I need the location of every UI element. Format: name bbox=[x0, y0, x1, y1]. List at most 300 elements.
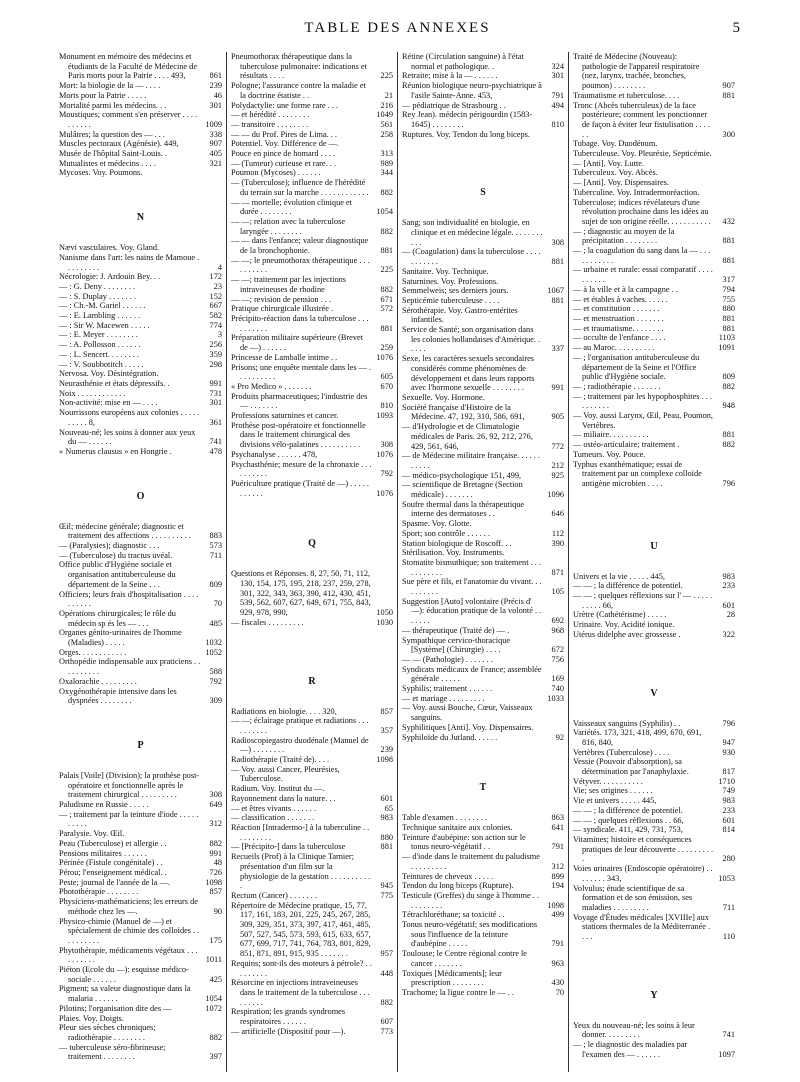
entry-page: 21 bbox=[384, 90, 393, 100]
entry-text: — —; revision de pension . . . bbox=[231, 294, 332, 304]
entry-text: — — mortelle; évolution clinique et durée . . . . . . . . bbox=[231, 197, 352, 217]
index-entry bbox=[402, 286, 564, 296]
index-entry bbox=[573, 353, 735, 382]
index-entry bbox=[573, 786, 735, 796]
entry-text: Prisons; une enquête mentale dans les — . . . . . . . . . . bbox=[231, 362, 372, 382]
entry-text: — fiscales . . . . . . . . . bbox=[231, 617, 304, 627]
entry-text: « Numerus clausus » en Hongrie . bbox=[59, 446, 172, 456]
entry-text: — : L. Sencert. . . . . . . . bbox=[59, 349, 139, 359]
entry-text: Paralysie. Voy. Œil. bbox=[59, 829, 125, 839]
index-entry bbox=[402, 910, 564, 920]
index-entry bbox=[59, 292, 222, 302]
entry-page: 225 bbox=[380, 265, 393, 275]
index-entry bbox=[573, 304, 735, 314]
entry-page: 1098 bbox=[547, 900, 564, 910]
entry-page: 749 bbox=[722, 786, 735, 796]
index-entry bbox=[231, 479, 393, 498]
index-entry bbox=[231, 110, 393, 120]
index-entry bbox=[402, 71, 564, 81]
entry-text: Technique sanitaire aux colonies. bbox=[402, 823, 513, 832]
entry-page: 983 bbox=[722, 796, 735, 806]
index-entry bbox=[59, 81, 222, 91]
entry-page: 740 bbox=[551, 684, 564, 694]
entry-page: 405 bbox=[209, 149, 222, 159]
index-entry bbox=[573, 198, 735, 227]
page-title: TABLE DES ANNEXES bbox=[304, 20, 491, 36]
entry-page: 233 bbox=[722, 581, 735, 591]
index-entry bbox=[573, 825, 735, 835]
entry-page: 775 bbox=[380, 890, 393, 900]
entry-page: 773 bbox=[380, 1026, 393, 1036]
entry-page: 23 bbox=[213, 281, 222, 291]
entry-text: Sexe, les caractères sexuels secondaires considérés comme phénomènes de développement et dans leurs rapports avec l'hormone sexuelle . . . . . . . . bbox=[402, 354, 535, 393]
entry-text: — —; relation avec la tuberculose laryngée . . . . . . . . bbox=[231, 216, 346, 236]
entry-page: 772 bbox=[551, 441, 564, 451]
entry-text: — et êtres vivants . . . . . . bbox=[231, 803, 317, 813]
entry-page: 1053 bbox=[718, 873, 735, 883]
index-columns bbox=[55, 52, 740, 1072]
entry-text: Rétine (Circulation sanguine) à l'état normal et pathologique. . bbox=[402, 52, 524, 71]
entry-page: 1072 bbox=[205, 1003, 222, 1013]
index-entry bbox=[402, 577, 564, 596]
index-entry bbox=[402, 969, 564, 988]
index-entry bbox=[231, 304, 393, 314]
entry-text: — [Précipito-] dans la tuberculose bbox=[231, 842, 346, 852]
entry-page: 112 bbox=[551, 528, 564, 538]
index-entry bbox=[573, 333, 735, 343]
entry-page: 882 bbox=[722, 381, 735, 391]
index-entry bbox=[59, 849, 222, 859]
entry-text: Sympathique cervico-thoracique [Système] (Chirurgie) . . . . bbox=[402, 635, 511, 655]
index-entry bbox=[573, 139, 735, 149]
entry-page: 905 bbox=[551, 412, 564, 422]
index-entry bbox=[573, 719, 735, 729]
section-letter: Q bbox=[308, 538, 316, 550]
entry-text: Opérations chirurgicales; le rôle du médecin sp és les — . . . bbox=[59, 608, 176, 628]
entry-page: 672 bbox=[551, 645, 564, 655]
entry-page: 105 bbox=[551, 587, 564, 597]
section-spacer bbox=[59, 178, 222, 212]
entry-text: Vie et univers . . . . . 445, bbox=[573, 796, 657, 806]
entry-text: — — dans l'enfance; valeur diagnostique de la bronchophonie. bbox=[231, 236, 369, 256]
entry-page: 300 bbox=[722, 129, 735, 139]
entry-text: — ; la coagulation du sang dans la — . . . . . . . . . . . bbox=[573, 246, 711, 265]
entry-text: — thérapeutique (Traité de) — . bbox=[402, 625, 510, 635]
index-entry bbox=[402, 451, 564, 470]
entry-text: Noix . . . . . . . . . . . . bbox=[59, 388, 126, 398]
entry-page: 863 bbox=[551, 813, 564, 823]
section-spacer bbox=[573, 552, 735, 572]
index-entry bbox=[402, 558, 564, 577]
entry-page: 485 bbox=[209, 618, 222, 628]
entry-page: 1030 bbox=[376, 617, 393, 627]
index-entry bbox=[59, 868, 222, 878]
entry-page: 308 bbox=[380, 440, 393, 450]
section-spacer bbox=[59, 751, 222, 771]
entry-text: — d'Hydrologie et de Climatologie médicales de Paris. 26, 92, 212, 276, 429, 561, 646, bbox=[402, 422, 533, 451]
entry-text: Tonus neuro-végétatif; ses modifications sous l'influence de la teinture d'aubépine . . . . . bbox=[402, 920, 538, 949]
entry-page: 857 bbox=[209, 887, 222, 897]
entry-text: Semmelweis; ses derniers jours. bbox=[402, 286, 509, 296]
index-entry bbox=[573, 246, 735, 265]
entry-text: Musée de l'hôpital Saint-Louis. . bbox=[59, 149, 167, 159]
index-entry bbox=[573, 806, 735, 816]
index-entry bbox=[573, 450, 735, 460]
entry-text: Tronc (Abcès tuberculeux) de la face postérieure; comment les ponctionner de façon à éviter leur fistulisation . . . . . . bbox=[573, 100, 710, 139]
entry-page: 649 bbox=[209, 800, 222, 810]
index-entry bbox=[59, 771, 222, 800]
index-entry bbox=[573, 1040, 735, 1059]
entry-text: Paludisme en Russie . . . . . bbox=[59, 800, 149, 810]
index-entry bbox=[231, 765, 393, 784]
entry-page: 741 bbox=[722, 1030, 735, 1040]
index-entry bbox=[231, 794, 393, 804]
entry-text: Sexuelle. Voy. Hormone. bbox=[402, 392, 485, 402]
entry-text: Sue père et fils, et l'anatomie du vivant. . . . . . . . . . bbox=[402, 577, 542, 597]
entry-text: Oxygénothérapie intensive dans les dyspnées . . . . . . . . bbox=[59, 686, 177, 706]
entry-page: 48 bbox=[213, 858, 222, 868]
entry-text: Organes génito-urinaires de l'homme (Maladies) . . . . . bbox=[59, 628, 182, 648]
entry-page: 425 bbox=[209, 974, 222, 984]
entry-page: 582 bbox=[209, 311, 222, 321]
entry-text: Radiations en biologie. . . . 320, bbox=[231, 706, 337, 716]
entry-page: 212 bbox=[551, 460, 564, 470]
index-entry bbox=[402, 636, 564, 655]
index-entry bbox=[59, 379, 222, 389]
entry-text: Rayonnement dans la nature. . . bbox=[231, 793, 336, 803]
entry-text: Plaies. Voy. Doigts. bbox=[59, 1013, 124, 1023]
entry-text: Préparation militaire supérieure (Brevet de —) . . . . . . bbox=[231, 333, 364, 353]
entry-page: 361 bbox=[209, 417, 222, 427]
entry-text: Toxiques [Médicaments]; leur prescription . . . . . . . . bbox=[402, 968, 502, 988]
entry-text: — Voy. aussi Bouche, Cœur, Vaisseaux sanguins. bbox=[402, 703, 533, 723]
index-entry bbox=[402, 539, 564, 549]
entry-text: Puériculture pratique (Traité de —) . . . . . . . . . . . bbox=[231, 478, 369, 498]
index-entry bbox=[573, 440, 735, 450]
entry-page: 4 bbox=[217, 262, 222, 272]
entry-page: 871 bbox=[551, 567, 564, 577]
index-entry bbox=[59, 560, 222, 589]
index-entry bbox=[59, 858, 222, 868]
index-entry bbox=[231, 1007, 393, 1026]
entry-text: Produits pharmaceutiques; l'industrie des — . . . . . . . bbox=[231, 391, 368, 411]
entry-page: 317 bbox=[722, 275, 735, 285]
entry-text: Polydactylie: une forme rare . . . bbox=[231, 100, 339, 110]
index-entry bbox=[402, 852, 564, 871]
entry-page: 882 bbox=[380, 284, 393, 294]
entry-text: Réaction [Intradermo-] à la tuberculine . . . . . . . . . . bbox=[231, 823, 370, 842]
index-entry bbox=[231, 159, 393, 169]
entry-page: 881 bbox=[722, 323, 735, 333]
index-entry bbox=[231, 353, 393, 363]
entry-text: « Pro Medico » . . . . . . . bbox=[231, 381, 312, 391]
index-entry bbox=[59, 522, 222, 541]
index-entry bbox=[231, 178, 393, 197]
entry-text: Vessie (Pouvoir d'absorption), sa détermination par l'anaphylaxie. bbox=[573, 757, 689, 777]
entry-text: Teinture d'aubépine: son action sur le tonus neuro-végétatif . . bbox=[402, 832, 526, 852]
entry-page: 881 bbox=[551, 257, 564, 267]
entry-text: — : A. Pollosson . . . . . . bbox=[59, 340, 141, 350]
index-entry bbox=[573, 91, 735, 101]
index-entry bbox=[573, 591, 735, 610]
entry-page: 65 bbox=[384, 803, 393, 813]
entry-page: 233 bbox=[722, 805, 735, 815]
entry-page: 882 bbox=[380, 997, 393, 1007]
entry-text: Pleur sies sèches chroniques; radiothérapie . . . . . . . . bbox=[59, 1023, 156, 1042]
entry-text: Tuberculeuse. Voy. Pleurésie, Septicémie. bbox=[573, 149, 712, 159]
entry-page: 259 bbox=[380, 343, 393, 353]
entry-page: 1076 bbox=[376, 488, 393, 498]
index-entry bbox=[402, 684, 564, 694]
index-entry bbox=[402, 703, 564, 722]
entry-text: Tubage. Voy. Duodénum. bbox=[573, 139, 658, 149]
entry-page: 337 bbox=[551, 344, 564, 354]
entry-text: — : G. Deny . . . . . . . . bbox=[59, 281, 136, 291]
entry-page: 308 bbox=[551, 237, 564, 247]
entry-page: 791 bbox=[551, 90, 564, 100]
index-entry bbox=[573, 748, 735, 758]
entry-page: 1050 bbox=[376, 608, 393, 618]
index-entry bbox=[402, 277, 564, 287]
index-entry bbox=[231, 168, 393, 178]
entry-page: 881 bbox=[380, 246, 393, 256]
entry-text: Teintures de cheveux . . . . . bbox=[402, 871, 494, 881]
entry-text: Orges. . . . . . . . . . . . bbox=[59, 647, 127, 657]
entry-text: Respiration; les grands syndromes respiratoires . . . . . . bbox=[231, 1007, 346, 1027]
entry-text: — — ; la différence de potentiel. bbox=[573, 581, 683, 591]
entry-text: Service de Santé; son organisation dans les colonies hollandaises d'Amérique. . . . . . bbox=[402, 325, 541, 354]
entry-page: 791 bbox=[551, 939, 564, 949]
index-entry bbox=[59, 253, 222, 272]
index-entry bbox=[59, 551, 222, 561]
entry-text: — syndicale. 411, 429, 731, 753, bbox=[573, 825, 683, 835]
index-entry bbox=[59, 648, 222, 658]
entry-page: 298 bbox=[209, 359, 222, 369]
index-entry bbox=[231, 81, 393, 100]
entry-page: 172 bbox=[209, 272, 222, 282]
index-entry bbox=[59, 897, 222, 916]
entry-page: 28 bbox=[726, 610, 735, 620]
index-entry bbox=[573, 816, 735, 826]
index-entry bbox=[573, 757, 735, 776]
index-entry bbox=[231, 101, 393, 111]
entry-page: 46 bbox=[213, 90, 222, 100]
index-entry bbox=[59, 350, 222, 360]
section-spacer bbox=[402, 198, 564, 218]
entry-page: 70 bbox=[555, 987, 564, 997]
index-entry bbox=[402, 325, 564, 354]
entry-page: 432 bbox=[722, 216, 735, 226]
index-entry bbox=[402, 723, 564, 733]
index-entry bbox=[59, 800, 222, 810]
entry-text: Peau (Tuberculose) et allergie . . bbox=[59, 838, 167, 848]
entry-page: 1054 bbox=[205, 994, 222, 1004]
entry-text: Pologne; l'assurance contre la maladie et la doctrine étatiste . . bbox=[231, 81, 366, 100]
index-entry bbox=[59, 340, 222, 350]
entry-page: 1091 bbox=[718, 343, 735, 353]
entry-page: 671 bbox=[380, 294, 393, 304]
index-entry bbox=[231, 139, 393, 149]
entry-page: 670 bbox=[380, 381, 393, 391]
index-entry bbox=[573, 178, 735, 188]
index-entry bbox=[231, 716, 393, 735]
entry-text: Neurasthénie et états dépressifs. . bbox=[59, 378, 170, 388]
entry-text: — tuberculeuse séro-fibrineuse; traitement . . . . . . . . bbox=[59, 1042, 166, 1062]
index-entry bbox=[59, 282, 222, 292]
entry-text: Trachome; la ligue contre le — . . bbox=[402, 987, 514, 997]
entry-text: Potentiel. Voy. Différence de —. bbox=[231, 139, 339, 149]
entry-page: 1097 bbox=[718, 1049, 735, 1059]
entry-page: 810 bbox=[551, 119, 564, 129]
entry-text: — ; traitement par les hypophosphites . . . . . . . . . . bbox=[573, 391, 712, 411]
entry-text: Voyage d'Études médicales [XVIIIe] aux stations thermales de la Méditerranée . . . . bbox=[573, 912, 711, 942]
entry-page: 573 bbox=[209, 541, 222, 551]
entry-text: — ; le diagnostic des maladies par l'examen des — . . . . . . bbox=[573, 1040, 688, 1059]
entry-text: Officiers; leurs frais d'hospitalisation . . . . . . . . . . bbox=[59, 589, 199, 609]
index-entry bbox=[573, 610, 735, 620]
entry-page: 791 bbox=[551, 842, 564, 852]
index-entry bbox=[231, 450, 393, 460]
index-entry bbox=[231, 236, 393, 255]
index-entry bbox=[402, 81, 564, 100]
entry-text: Prothèse post-opératoire et fonctionnelle dans le traitement chirurgical des divisions vélo-palatines . . . . . . . . . . bbox=[231, 420, 366, 450]
entry-page: 1098 bbox=[205, 877, 222, 887]
entry-text: Mort: la biologie de la — . . . . bbox=[59, 81, 161, 91]
entry-page: 796 bbox=[722, 718, 735, 728]
entry-page: 1011 bbox=[205, 955, 222, 965]
entry-text: — [Anti]. Voy. Lutte. bbox=[573, 158, 645, 168]
entry-page: 344 bbox=[380, 168, 393, 178]
index-column-3 bbox=[397, 52, 568, 1072]
entry-page: 857 bbox=[380, 706, 393, 716]
index-entry bbox=[231, 618, 393, 628]
entry-page: 814 bbox=[722, 825, 735, 835]
entry-text: Radium. Voy. Institut du —. bbox=[231, 784, 325, 794]
index-entry bbox=[402, 354, 564, 393]
section-spacer bbox=[402, 139, 564, 187]
index-entry bbox=[59, 149, 222, 159]
index-entry bbox=[59, 52, 222, 81]
index-entry bbox=[59, 428, 222, 447]
entry-text: Volvulus; étude scientifique de sa formation et de son émission, ses maladies . . . . . . . . . bbox=[573, 883, 693, 912]
index-entry bbox=[231, 363, 393, 382]
entry-text: — classification . . . . . . . bbox=[231, 813, 315, 823]
index-entry bbox=[231, 256, 393, 275]
index-entry bbox=[231, 978, 393, 1007]
entry-text: Sanitaire. Voy. Technique. bbox=[402, 266, 489, 276]
entry-text: Tumeurs. Voy. Pouce. bbox=[573, 449, 646, 459]
index-entry bbox=[402, 920, 564, 949]
section-spacer bbox=[402, 793, 564, 813]
index-entry bbox=[59, 1004, 222, 1014]
entry-page: 755 bbox=[722, 294, 735, 304]
entry-text: Vertèbres (Tuberculose) . . . . bbox=[573, 747, 670, 757]
entry-page: 561 bbox=[380, 119, 393, 129]
entry-text: — —; le pneumothorax thérapeutique . . . . . . . . . . bbox=[231, 255, 370, 275]
index-entry bbox=[231, 314, 393, 333]
entry-page: 882 bbox=[209, 838, 222, 848]
index-entry bbox=[59, 984, 222, 1003]
section-spacer bbox=[573, 489, 735, 541]
index-entry bbox=[59, 887, 222, 897]
entry-text: — scientifique de Bretagne (Section médicale) . . . . . . . bbox=[402, 480, 523, 500]
index-entry bbox=[231, 275, 393, 294]
entry-text: Pratique chirurgicale illustrée . bbox=[231, 304, 334, 314]
entry-text: Sang; son individualité en biologie, en clinique et en médecine légale. . . . . . . . . . . bbox=[402, 218, 543, 247]
entry-text: Syndicats médicaux de France; assemblée générale . . . . . bbox=[402, 664, 542, 684]
entry-text: Phytothérapie, médicaments végétaux . . . . . . . . . . bbox=[59, 945, 198, 965]
entry-page: 1067 bbox=[547, 286, 564, 296]
index-entry bbox=[59, 110, 222, 129]
entry-page: 338 bbox=[209, 129, 222, 139]
entry-page: 1054 bbox=[376, 207, 393, 217]
index-entry bbox=[59, 1043, 222, 1062]
index-entry bbox=[573, 835, 735, 864]
entry-page: 756 bbox=[551, 654, 564, 664]
entry-text: Sport; son contrôle . . . . . . bbox=[402, 528, 491, 538]
entry-text: Univers et la vie . . . . . 445, bbox=[573, 571, 665, 581]
index-entry bbox=[59, 946, 222, 965]
index-entry bbox=[573, 295, 735, 305]
index-entry bbox=[573, 382, 735, 392]
index-entry bbox=[231, 842, 393, 852]
entry-text: Syphiloïde du Jutland. . . . . . bbox=[402, 732, 498, 742]
entry-text: Traumatisme et tuberculose. . . . bbox=[573, 90, 680, 100]
entry-page: 881 bbox=[722, 90, 735, 100]
entry-text: Rectum (Cancer) . . . . . . . bbox=[231, 890, 317, 900]
section-letter: U bbox=[650, 540, 658, 552]
entry-text: — ; traitement par la teinture d'iode . . . . . . . . . . bbox=[59, 809, 199, 829]
entry-text: Table d'examen . . . . . . . . bbox=[402, 813, 488, 823]
index-entry bbox=[573, 1021, 735, 1040]
entry-page: 983 bbox=[380, 813, 393, 823]
index-entry bbox=[59, 130, 222, 140]
index-entry bbox=[402, 655, 564, 665]
entry-page: 1032 bbox=[205, 638, 222, 648]
index-entry bbox=[59, 101, 222, 111]
index-entry bbox=[231, 52, 393, 81]
section-spacer bbox=[231, 628, 393, 676]
entry-text: Oxalorachie . . . . . . . . . bbox=[59, 676, 137, 686]
index-entry bbox=[402, 218, 564, 247]
entry-text: — et traumatisme. . . . . . . . bbox=[573, 323, 664, 333]
index-entry bbox=[59, 272, 222, 282]
entry-page: 1098 bbox=[376, 755, 393, 765]
entry-text: — — ; la différence de potentiel. bbox=[573, 805, 683, 815]
index-entry bbox=[231, 198, 393, 217]
index-entry bbox=[573, 913, 735, 942]
section-spacer bbox=[402, 742, 564, 782]
entry-page: 817 bbox=[722, 767, 735, 777]
entry-text: Typhus exanthématique; essai de traitement par un complexe colloïde antigène microbien . . . . bbox=[573, 459, 702, 488]
entry-text: Poumon (Mycoses) . . . . . . bbox=[231, 168, 321, 178]
entry-text: — — ; quelques réflexions . . 66, bbox=[573, 815, 684, 825]
section-letter: P bbox=[137, 739, 144, 751]
index-entry bbox=[402, 110, 564, 129]
entry-page: 991 bbox=[209, 378, 222, 388]
entry-page: 216 bbox=[380, 100, 393, 110]
index-entry bbox=[59, 657, 222, 676]
section-letter: R bbox=[308, 675, 316, 687]
index-entry bbox=[402, 988, 564, 998]
entry-page: 957 bbox=[380, 949, 393, 959]
entry-text: Moustiques; comment s'en préserver . . . . . . . . . . bbox=[59, 110, 198, 129]
index-entry bbox=[402, 891, 564, 910]
entry-page: 945 bbox=[380, 881, 393, 891]
index-entry bbox=[573, 324, 735, 334]
entry-page: 809 bbox=[209, 579, 222, 589]
entry-page: 880 bbox=[722, 304, 735, 314]
